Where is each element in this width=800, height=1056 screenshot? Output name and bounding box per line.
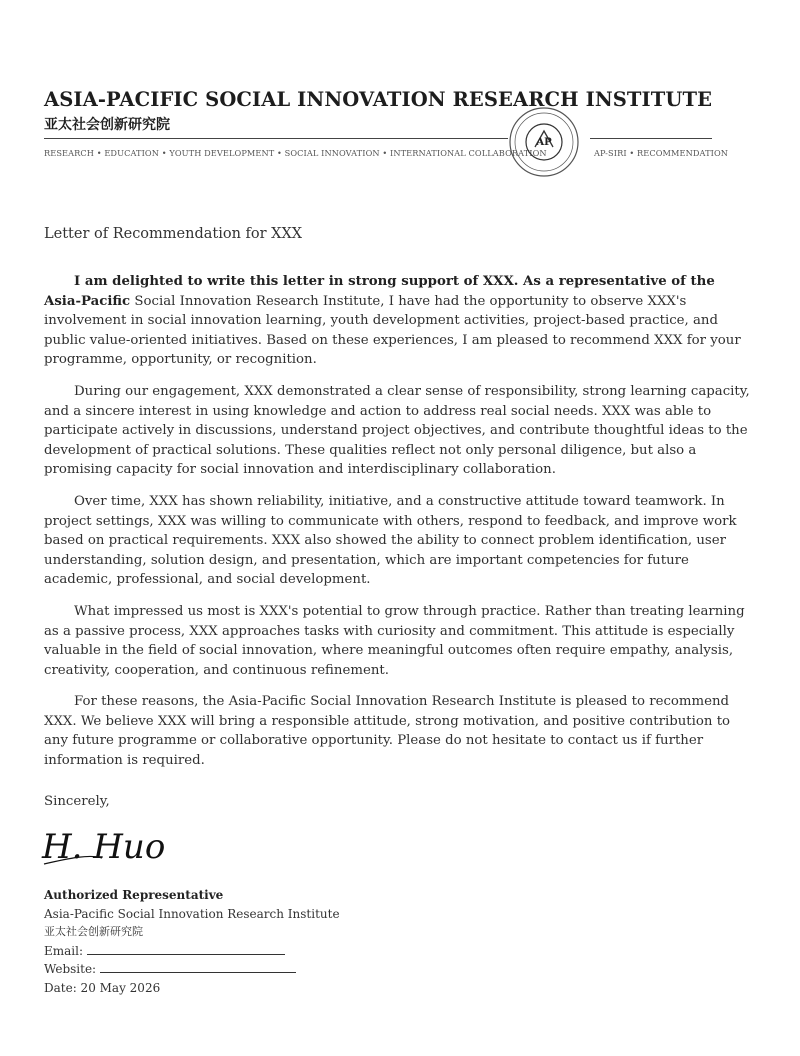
paragraph-5 bbox=[44, 692, 756, 770]
letter-body bbox=[44, 272, 756, 783]
signer-org: Asia-Pacific Social Innovation Research Institute bbox=[44, 906, 340, 921]
signer-role: Authorized Representative bbox=[44, 888, 224, 902]
paragraph-2 bbox=[44, 382, 756, 480]
org-name-chinese: 亚太社会创新研究院 bbox=[44, 117, 170, 133]
header-divider-left bbox=[44, 138, 508, 139]
paragraph-3-text: Over time, XXX has shown reliability, initiative, and a constructive attitude toward teamwork. In project settings, XXX was willing to communicate with others, respond to feedback, and improve work based on practical requirements. XXX also showed the ability to connect problem identification, user understanding, solution design, and presentation, which are important competencies for future academic, professional, and social development. bbox=[44, 493, 737, 588]
paragraph-4-text: What impressed us most is XXX's potential to grow through practice. Rather than treating learning as a passive process, XXX approaches tasks with curiosity and commitment. This attitude is especially valuable in the field of social innovation, where meaningful outcomes often require empathy, analysis, creativity, cooperation, and continuous refinement. bbox=[44, 603, 745, 678]
seal-text: AP bbox=[536, 137, 552, 148]
paragraph-1-lead: I am delighted to write this letter in strong support of XXX. As a representative of the Asia-Pacific bbox=[44, 274, 715, 309]
email-line bbox=[44, 942, 340, 961]
seal-stamp-icon bbox=[508, 106, 580, 178]
paragraph-3 bbox=[44, 492, 756, 590]
paragraph-2-text: During our engagement, XXX demonstrated a clear sense of responsibility, strong learning capacity, and a sincere interest in using knowledge and action to address real social needs. XXX was able to participate actively in discussions, understand project objectives, and contribute thoughtful ideas to the development of practical solutions. These qualities reflect not only personal diligence, but also a promising capacity for social innovation and interdisciplinary collaboration. bbox=[44, 383, 750, 478]
signature-block bbox=[44, 886, 340, 998]
paragraph-1-text: Social Innovation Research Institute, I have had the opportunity to observe XXX's involvement in social innovation learning, youth development activities, project-based practice, and public value-oriented initiatives. Based on these experiences, I am pleased to recommend XXX for your programme, opportunity, or recognition. bbox=[44, 293, 741, 368]
header-tagline-right: AP-SIRI • RECOMMENDATION bbox=[594, 148, 729, 158]
website-blank bbox=[100, 961, 296, 973]
signer-org-chinese: 亚太社会创新研究院 bbox=[44, 925, 143, 939]
paragraph-1 bbox=[44, 272, 756, 370]
letterhead bbox=[44, 86, 744, 134]
email-blank bbox=[87, 943, 285, 955]
org-name: ASIA-PACIFIC SOCIAL INNOVATION RESEARCH INSTITUTE bbox=[44, 88, 713, 111]
signature-text: H. Huo bbox=[42, 827, 166, 867]
header-divider-right bbox=[590, 138, 712, 139]
handwritten-signature bbox=[40, 820, 210, 870]
closing-salutation: Sincerely, bbox=[44, 794, 110, 809]
paragraph-4 bbox=[44, 602, 756, 680]
paragraph-5-text: For these reasons, the Asia-Pacific Social Innovation Research Institute is pleased to recommend XXX. We believe XXX will bring a responsible attitude, strong motivation, and positive contribution to any future programme or collaborative opportunity. Please do not hesitate to contact us if further information is required. bbox=[44, 694, 731, 769]
website-line bbox=[44, 960, 340, 979]
email-label: Email: bbox=[44, 943, 84, 958]
letter-date: Date: 20 May 2026 bbox=[44, 980, 161, 995]
letter-subject: Letter of Recommendation for XXX bbox=[44, 226, 303, 242]
website-label: Website: bbox=[44, 962, 97, 977]
header-tagline: RESEARCH • EDUCATION • YOUTH DEVELOPMENT • SOCIAL INNOVATION • INTERNATIONAL COLLABORATION bbox=[44, 148, 547, 158]
